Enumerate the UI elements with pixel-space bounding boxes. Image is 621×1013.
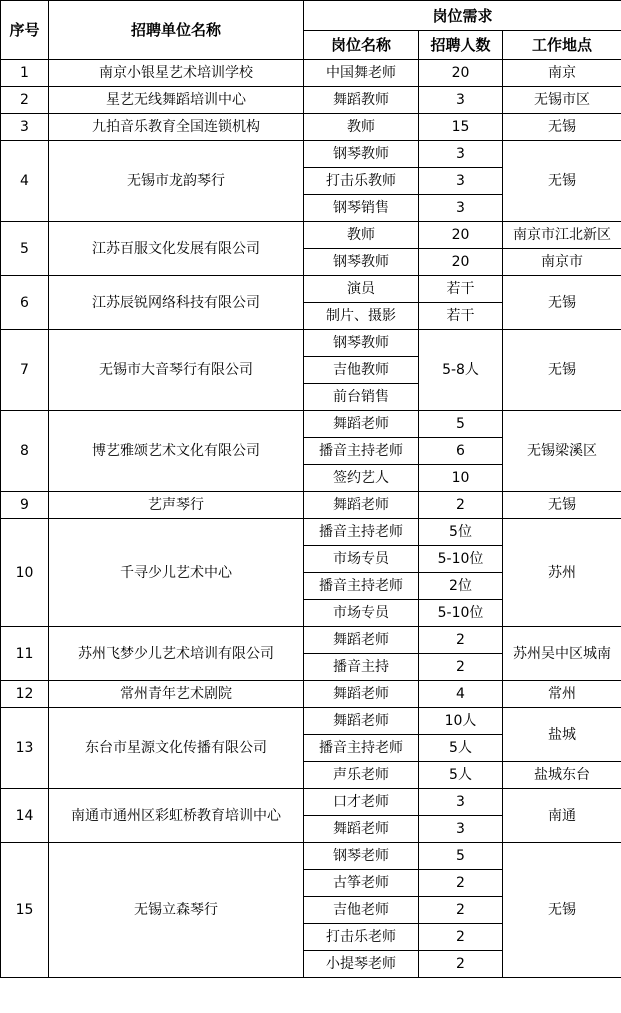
cell-count: 2 bbox=[419, 627, 503, 654]
table-row bbox=[1, 708, 621, 735]
cell-location: 南京市 bbox=[503, 249, 621, 276]
cell-seq: 4 bbox=[1, 141, 49, 222]
cell-count: 5人 bbox=[419, 735, 503, 762]
cell-location: 无锡 bbox=[503, 492, 621, 519]
cell-count: 4 bbox=[419, 681, 503, 708]
cell-seq: 9 bbox=[1, 492, 49, 519]
cell-position: 钢琴教师 bbox=[304, 141, 419, 168]
cell-position: 吉他教师 bbox=[304, 357, 419, 384]
cell-count: 2 bbox=[419, 897, 503, 924]
cell-count: 3 bbox=[419, 168, 503, 195]
cell-position: 中国舞老师 bbox=[304, 60, 419, 87]
header-demand: 岗位需求 bbox=[304, 1, 621, 31]
cell-position: 制片、摄影 bbox=[304, 303, 419, 330]
cell-position: 播音主持老师 bbox=[304, 519, 419, 546]
table-row bbox=[1, 87, 621, 114]
cell-location: 苏州 bbox=[503, 519, 621, 627]
cell-company: 星艺无线舞蹈培训中心 bbox=[49, 87, 304, 114]
cell-location: 南通 bbox=[503, 789, 621, 843]
cell-location: 无锡 bbox=[503, 114, 621, 141]
table-row bbox=[1, 681, 621, 708]
cell-location: 无锡 bbox=[503, 843, 621, 978]
cell-location: 无锡市区 bbox=[503, 87, 621, 114]
cell-company: 无锡市大音琴行有限公司 bbox=[49, 330, 304, 411]
cell-location: 无锡梁溪区 bbox=[503, 411, 621, 492]
cell-company: 千寻少儿艺术中心 bbox=[49, 519, 304, 627]
cell-position: 播音主持老师 bbox=[304, 735, 419, 762]
cell-location: 盐城 bbox=[503, 708, 621, 762]
cell-company: 南通市通州区彩虹桥教育培训中心 bbox=[49, 789, 304, 843]
cell-location: 无锡 bbox=[503, 141, 621, 222]
table-row bbox=[1, 627, 621, 654]
cell-position: 演员 bbox=[304, 276, 419, 303]
cell-position: 古筝老师 bbox=[304, 870, 419, 897]
cell-count: 10人 bbox=[419, 708, 503, 735]
cell-position: 前台销售 bbox=[304, 384, 419, 411]
cell-seq: 1 bbox=[1, 60, 49, 87]
cell-position: 钢琴老师 bbox=[304, 843, 419, 870]
cell-count: 2 bbox=[419, 870, 503, 897]
cell-position: 播音主持 bbox=[304, 654, 419, 681]
cell-position: 口才老师 bbox=[304, 789, 419, 816]
cell-position: 教师 bbox=[304, 114, 419, 141]
cell-company: 博艺雅颂艺术文化有限公司 bbox=[49, 411, 304, 492]
cell-position: 播音主持老师 bbox=[304, 573, 419, 600]
cell-position: 舞蹈老师 bbox=[304, 816, 419, 843]
cell-count: 5-10位 bbox=[419, 600, 503, 627]
cell-count: 3 bbox=[419, 87, 503, 114]
cell-position: 舞蹈老师 bbox=[304, 411, 419, 438]
cell-company: 无锡立森琴行 bbox=[49, 843, 304, 978]
cell-position: 播音主持老师 bbox=[304, 438, 419, 465]
table-row bbox=[1, 141, 621, 168]
cell-position: 舞蹈老师 bbox=[304, 627, 419, 654]
cell-count: 3 bbox=[419, 195, 503, 222]
header-count: 招聘人数 bbox=[419, 31, 503, 60]
cell-position: 吉他老师 bbox=[304, 897, 419, 924]
table-row bbox=[1, 60, 621, 87]
cell-count: 3 bbox=[419, 816, 503, 843]
cell-company: 东台市星源文化传播有限公司 bbox=[49, 708, 304, 789]
cell-seq: 11 bbox=[1, 627, 49, 681]
cell-position: 舞蹈老师 bbox=[304, 492, 419, 519]
cell-location: 苏州吴中区城南 bbox=[503, 627, 621, 681]
cell-count: 10 bbox=[419, 465, 503, 492]
cell-company: 江苏百服文化发展有限公司 bbox=[49, 222, 304, 276]
cell-seq: 3 bbox=[1, 114, 49, 141]
cell-count: 5 bbox=[419, 411, 503, 438]
cell-seq: 13 bbox=[1, 708, 49, 789]
table-row bbox=[1, 843, 621, 870]
cell-position: 打击乐老师 bbox=[304, 924, 419, 951]
table-row bbox=[1, 519, 621, 546]
cell-location: 常州 bbox=[503, 681, 621, 708]
cell-count: 6 bbox=[419, 438, 503, 465]
cell-count: 若干 bbox=[419, 276, 503, 303]
cell-position: 打击乐教师 bbox=[304, 168, 419, 195]
cell-position: 舞蹈教师 bbox=[304, 87, 419, 114]
table-row bbox=[1, 222, 621, 249]
cell-count: 2 bbox=[419, 924, 503, 951]
cell-seq: 6 bbox=[1, 276, 49, 330]
cell-company: 江苏辰锐网络科技有限公司 bbox=[49, 276, 304, 330]
header-position: 岗位名称 bbox=[304, 31, 419, 60]
cell-count: 2位 bbox=[419, 573, 503, 600]
cell-count: 20 bbox=[419, 222, 503, 249]
cell-position: 钢琴销售 bbox=[304, 195, 419, 222]
cell-company: 九拍音乐教育全国连锁机构 bbox=[49, 114, 304, 141]
cell-position: 小提琴老师 bbox=[304, 951, 419, 978]
cell-company: 艺声琴行 bbox=[49, 492, 304, 519]
header-location: 工作地点 bbox=[503, 31, 621, 60]
cell-company: 南京小银星艺术培训学校 bbox=[49, 60, 304, 87]
cell-count: 3 bbox=[419, 789, 503, 816]
table-row bbox=[1, 330, 621, 357]
cell-position: 舞蹈老师 bbox=[304, 681, 419, 708]
cell-position: 舞蹈老师 bbox=[304, 708, 419, 735]
cell-count: 5-10位 bbox=[419, 546, 503, 573]
cell-seq: 12 bbox=[1, 681, 49, 708]
cell-seq: 2 bbox=[1, 87, 49, 114]
cell-position: 市场专员 bbox=[304, 600, 419, 627]
cell-seq: 8 bbox=[1, 411, 49, 492]
header-company: 招聘单位名称 bbox=[49, 1, 304, 60]
cell-count: 5人 bbox=[419, 762, 503, 789]
cell-company: 苏州飞梦少儿艺术培训有限公司 bbox=[49, 627, 304, 681]
cell-position: 市场专员 bbox=[304, 546, 419, 573]
cell-company: 无锡市龙韵琴行 bbox=[49, 141, 304, 222]
cell-count: 3 bbox=[419, 141, 503, 168]
cell-count: 20 bbox=[419, 249, 503, 276]
cell-count: 2 bbox=[419, 492, 503, 519]
cell-count: 5位 bbox=[419, 519, 503, 546]
cell-count: 5 bbox=[419, 843, 503, 870]
cell-location: 南京 bbox=[503, 60, 621, 87]
table-row bbox=[1, 276, 621, 303]
cell-count: 20 bbox=[419, 60, 503, 87]
cell-position: 教师 bbox=[304, 222, 419, 249]
cell-location: 无锡 bbox=[503, 276, 621, 330]
table-row bbox=[1, 789, 621, 816]
cell-count: 2 bbox=[419, 654, 503, 681]
cell-position: 声乐老师 bbox=[304, 762, 419, 789]
header-seq: 序号 bbox=[1, 1, 49, 60]
cell-location: 南京市江北新区 bbox=[503, 222, 621, 249]
cell-count: 15 bbox=[419, 114, 503, 141]
cell-position: 钢琴教师 bbox=[304, 330, 419, 357]
cell-position: 签约艺人 bbox=[304, 465, 419, 492]
cell-count: 若干 bbox=[419, 303, 503, 330]
cell-seq: 15 bbox=[1, 843, 49, 978]
cell-company: 常州青年艺术剧院 bbox=[49, 681, 304, 708]
cell-location: 无锡 bbox=[503, 330, 621, 411]
cell-seq: 10 bbox=[1, 519, 49, 627]
table-row bbox=[1, 411, 621, 438]
cell-count: 2 bbox=[419, 951, 503, 978]
cell-seq: 7 bbox=[1, 330, 49, 411]
table-row bbox=[1, 492, 621, 519]
cell-position: 钢琴教师 bbox=[304, 249, 419, 276]
cell-location: 盐城东台 bbox=[503, 762, 621, 789]
cell-seq: 5 bbox=[1, 222, 49, 276]
table-row bbox=[1, 114, 621, 141]
table-body bbox=[1, 60, 621, 978]
cell-count: 5-8人 bbox=[419, 330, 503, 411]
cell-seq: 14 bbox=[1, 789, 49, 843]
